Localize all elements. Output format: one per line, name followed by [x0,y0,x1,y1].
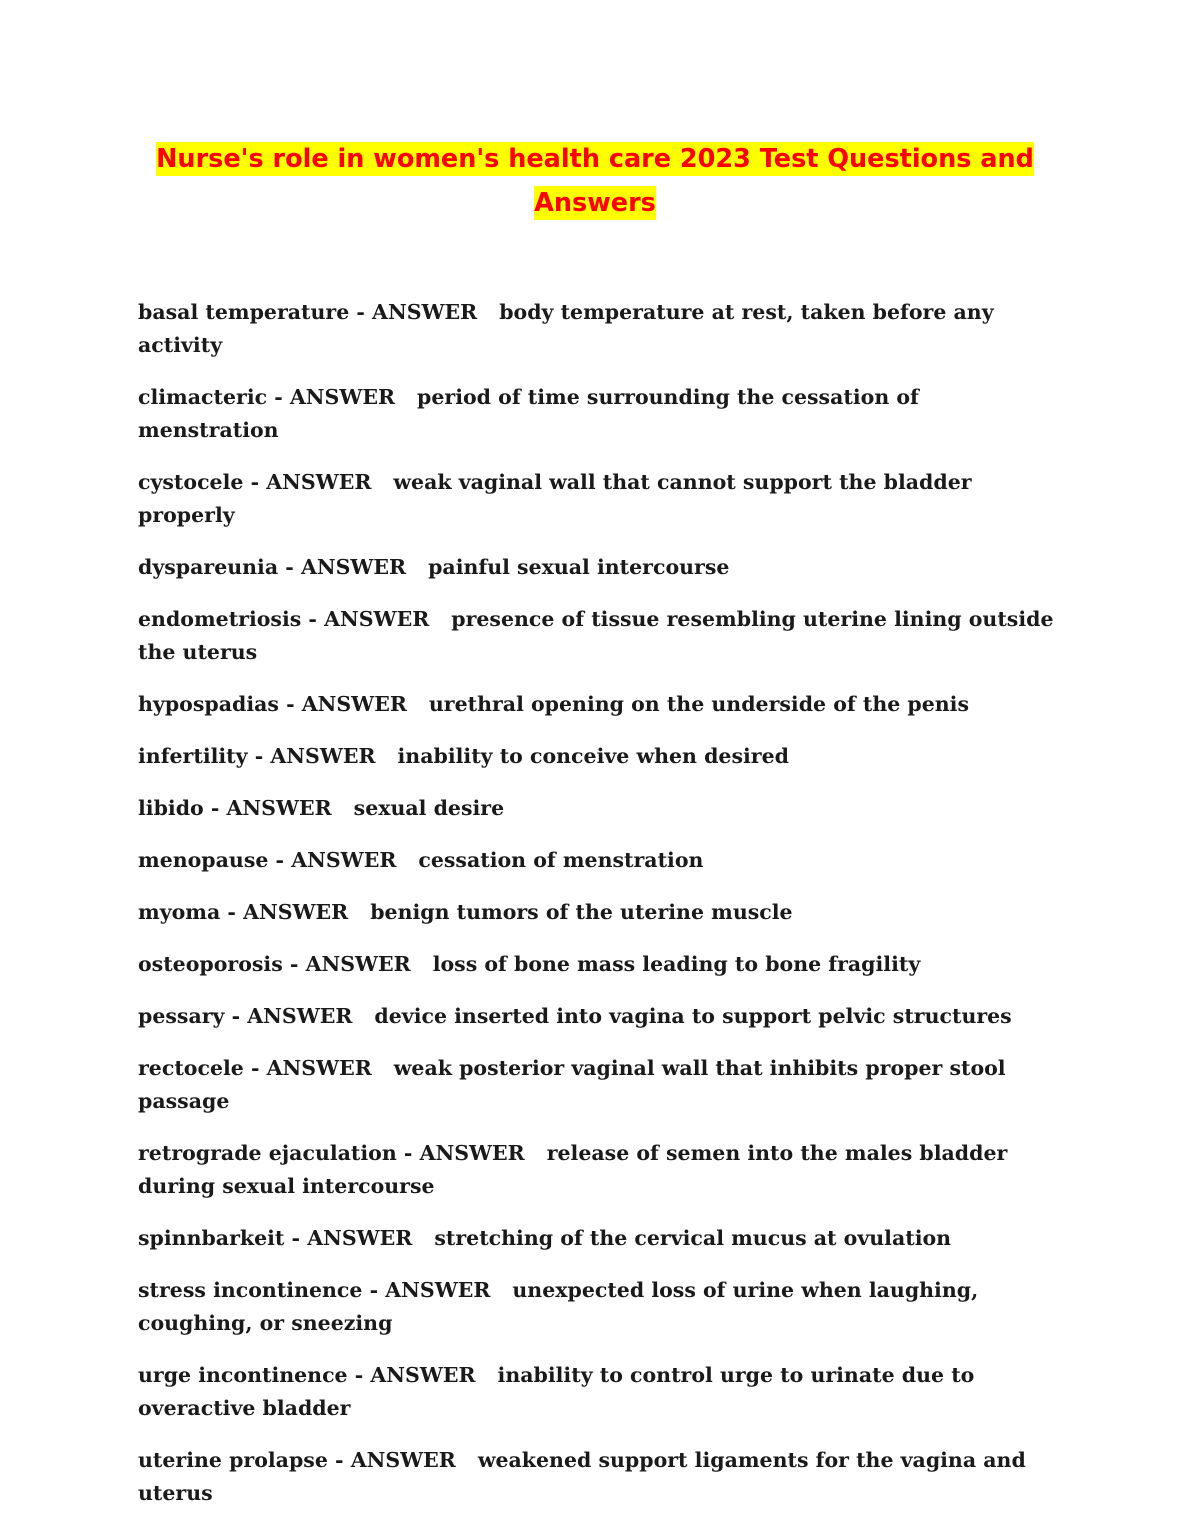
qa-term: retrograde ejaculation [138,1141,397,1165]
answer-marker: ANSWER [385,1278,491,1302]
qa-definition: device inserted into vagina to support pelvic structures [374,1004,1012,1028]
qa-entry: uterine prolapse - ANSWER weakened support ligaments for the vagina and uterus [138,1448,1026,1505]
qa-definition: body temperature at rest, taken before any activity [138,300,994,357]
answer-marker: ANSWER [243,900,349,924]
qa-term: spinnbarkeit [138,1226,285,1250]
answer-marker: ANSWER [372,300,478,324]
qa-definition: loss of bone mass leading to bone fragility [432,952,921,976]
qa-definition: benign tumors of the uterine muscle [370,900,793,924]
qa-entry: retrograde ejaculation - ANSWER release of semen into the males bladder during sexual intercourse [138,1141,1008,1198]
answer-marker: ANSWER [305,952,411,976]
qa-definition: period of time surrounding the cessation of menstration [138,385,919,442]
qa-term: osteoporosis [138,952,283,976]
qa-entry: spinnbarkeit - ANSWER stretching of the cervical mucus at ovulation [138,1226,952,1250]
qa-entry: osteoporosis - ANSWER loss of bone mass leading to bone fragility [138,952,921,976]
qa-term: endometriosis [138,607,302,631]
qa-term: basal temperature [138,300,350,324]
qa-definition: unexpected loss of urine when laughing, coughing, or sneezing [138,1278,979,1335]
qa-definition: release of semen into the males bladder during sexual intercourse [138,1141,1008,1198]
answer-marker: ANSWER [226,796,332,820]
document-title [130,137,1060,225]
answer-marker: ANSWER [301,692,407,716]
qa-entry: climacteric - ANSWER period of time surrounding the cessation of menstration [138,385,919,442]
answer-marker: ANSWER [266,470,372,494]
qa-term: libido [138,796,204,820]
answer-marker: ANSWER [419,1141,525,1165]
qa-definition: weak posterior vaginal wall that inhibits proper stool passage [138,1056,1006,1113]
answer-marker: ANSWER [324,607,430,631]
qa-term: infertility [138,744,248,768]
qa-entry: infertility - ANSWER inability to conceive when desired [138,744,789,768]
qa-term: dyspareunia [138,555,279,579]
qa-definition: weak vaginal wall that cannot support the bladder properly [138,470,972,527]
qa-entry: cystocele - ANSWER weak vaginal wall that cannot support the bladder properly [138,470,972,527]
qa-definition: stretching of the cervical mucus at ovulation [434,1226,952,1250]
answer-marker: ANSWER [300,555,407,579]
qa-term: rectocele [138,1056,244,1080]
qa-definition: inability to control urge to urinate due to overactive bladder [138,1363,975,1420]
qa-term: stress incontinence [138,1278,363,1302]
qa-definition: presence of tissue resembling uterine lining outside the uterus [138,607,1054,664]
qa-term: urge incontinence [138,1363,348,1387]
document-title-text: Nurse's role in women's health care 2023 Test Questions and Answers [156,144,1034,218]
qa-definition: urethral opening on the underside of the penis [428,692,970,716]
qa-entry: pessary - ANSWER device inserted into vagina to support pelvic structures [138,1004,1012,1028]
qa-entry: libido - ANSWER sexual desire [138,796,505,820]
qa-definition: sexual desire [353,796,505,820]
qa-definition: cessation of menstration [418,848,704,872]
qa-entry: urge incontinence - ANSWER inability to control urge to urinate due to overactive bladder [138,1363,975,1420]
qa-entry: rectocele - ANSWER weak posterior vaginal wall that inhibits proper stool passage [138,1056,1006,1113]
qa-definition: weakened support ligaments for the vagina and uterus [138,1448,1026,1505]
answer-marker: ANSWER [247,1004,353,1028]
qa-list [138,296,1056,1529]
qa-definition: painful sexual intercourse [428,555,730,579]
qa-definition: inability to conceive when desired [397,744,789,768]
qa-term: uterine prolapse [138,1448,328,1472]
answer-marker: ANSWER [270,744,376,768]
answer-marker: ANSWER [291,848,397,872]
qa-entry: endometriosis - ANSWER presence of tissue resembling uterine lining outside the uterus [138,607,1054,664]
qa-entry: hypospadias - ANSWER urethral opening on the underside of the penis [138,692,970,716]
qa-term: menopause [138,848,269,872]
qa-entry: basal temperature - ANSWER body temperature at rest, taken before any activity [138,300,994,357]
qa-entry: myoma - ANSWER benign tumors of the uterine muscle [138,900,793,924]
qa-term: myoma [138,900,221,924]
qa-term: climacteric [138,385,268,409]
qa-entry: menopause - ANSWER cessation of menstration [138,848,704,872]
qa-entry: dyspareunia - ANSWER painful sexual intercourse [138,555,730,579]
qa-term: pessary [138,1004,225,1028]
answer-marker: ANSWER [289,385,396,409]
qa-term: hypospadias [138,692,279,716]
answer-marker: ANSWER [350,1448,456,1472]
answer-marker: ANSWER [266,1056,372,1080]
qa-term: cystocele [138,470,244,494]
answer-marker: ANSWER [307,1226,413,1250]
qa-entry: stress incontinence - ANSWER unexpected loss of urine when laughing, coughing, or sneezing [138,1278,979,1335]
answer-marker: ANSWER [370,1363,476,1387]
